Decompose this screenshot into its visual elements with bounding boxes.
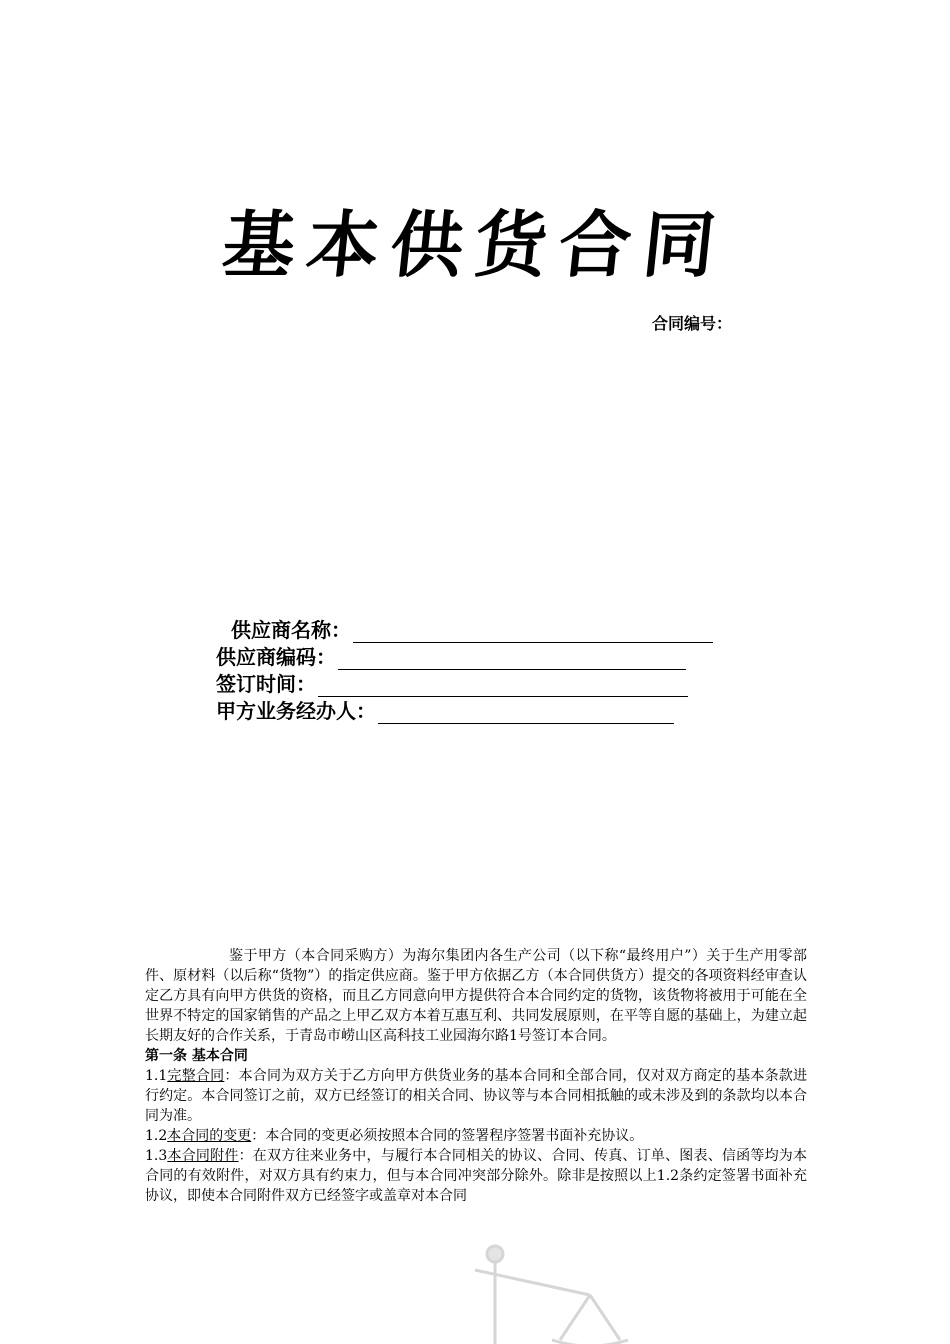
- sign-date-label: 签订时间：: [216, 672, 316, 696]
- contract-number-label: 合同编号：: [652, 314, 733, 333]
- clause-1-2-title: 本合同的变更: [167, 1128, 252, 1144]
- handler-label: 甲方业务经办人：: [216, 699, 376, 723]
- clause-1-1-title: 完整合同: [167, 1068, 225, 1084]
- supplier-name-label: 供应商名称：: [231, 618, 351, 642]
- supplier-code-label: 供应商编码：: [216, 645, 336, 669]
- clause-1-1-text: ：本合同为双方关于乙方向甲方供货业务的基本合同和全部合同，仅对双方商定的基本条款进行约定。本合同签订之前，双方已经签订的相关合同、协议等与本合同相抵触的或未涉及到的条款均以本合同为准。: [145, 1068, 808, 1124]
- supplier-name-field: [231, 617, 713, 643]
- clause-1-3: [145, 1146, 807, 1206]
- article-1-heading: 第一条 基本合同: [145, 1048, 248, 1064]
- sign-date-blank: [318, 678, 688, 697]
- clause-1-3-number: 1.3: [145, 1148, 168, 1164]
- supplier-name-blank: [353, 624, 713, 643]
- clause-1-1: [145, 1066, 807, 1126]
- clause-1-2-number: 1.2: [145, 1128, 168, 1144]
- handler-blank: [378, 705, 674, 724]
- clause-1-2-text: ：本合同的变更必须按照本合同的签署程序签署书面补充协议。: [251, 1128, 644, 1144]
- clause-1-3-title: 本合同附件: [167, 1148, 239, 1164]
- document-title: 基本供货合同: [218, 202, 732, 287]
- supplier-code-blank: [338, 651, 686, 670]
- handler-field: [216, 698, 674, 724]
- clause-1-1-number: 1.1: [145, 1068, 168, 1084]
- clause-1-3-text: ：在双方往来业务中，与履行本合同相关的协议、合同、传真、订单、图表、信函等均为本合同的有效附件，对双方具有约束力，但与本合同冲突部分除外。除非是按照以上1.2条约定签署书面补充协议，即使本合同附件双方已经签字或盖章对本合同: [145, 1148, 808, 1204]
- scales-watermark-icon: [440, 1240, 640, 1344]
- sign-date-field: [216, 671, 688, 697]
- contract-body: [145, 946, 807, 1206]
- clause-1-2: [145, 1126, 807, 1146]
- preamble-paragraph: 鉴于甲方（本合同采购方）为海尔集团内各生产公司（以下称“最终用户”）关于生产用零部件、原材料（以后称“货物”）的指定供应商。鉴于甲方依据乙方（本合同供货方）提交的各项资料经审查认定乙方具有向甲方供货的资格，而且乙方同意向甲方提供符合本合同约定的货物，该货物将被用于可能在全世界不特定的国家销售的产品之上甲乙双方本着互惠互利、共同发展原则，在平等自愿的基础上，为建立起长期友好的合作关系，于青岛市崂山区高科技工业园海尔路1号签订本合同。: [145, 948, 807, 1044]
- supplier-code-field: [216, 644, 686, 670]
